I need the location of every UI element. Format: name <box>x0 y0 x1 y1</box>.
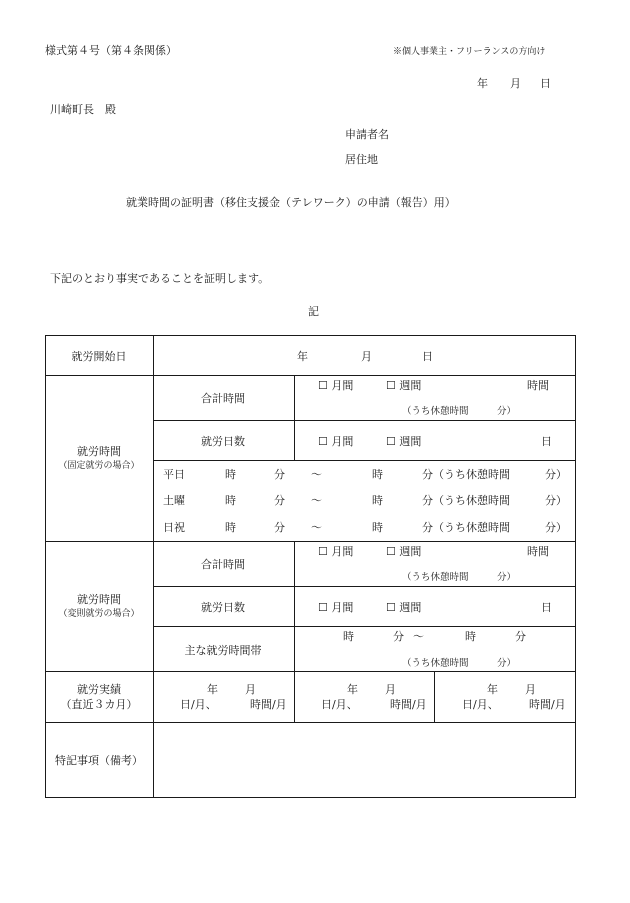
variable-hours-label: 就労時間 <box>77 593 121 606</box>
date-year-label: 年 <box>477 77 488 90</box>
variable-total-label: 合計時間 <box>201 558 245 571</box>
day-type: 土曜 <box>163 494 185 507</box>
variable-monthly-checkbox[interactable]: ☐ 月間 <box>318 545 354 558</box>
target-note: ※個人事業主・フリーランスの方向け <box>393 47 546 57</box>
fixed-weekly-checkbox[interactable]: ☐ 週間 <box>386 379 422 392</box>
fixed-days-weekly-checkbox[interactable]: ☐ 週間 <box>386 435 422 448</box>
date-month-label: 月 <box>510 77 521 90</box>
fixed-total-break: （うち休憩時間 分） <box>402 406 517 417</box>
variable-hours-sub: （変則就労の場合） <box>58 609 140 619</box>
remarks-label: 特記事項（備考） <box>55 754 143 767</box>
start-date-label: 就労開始日 <box>71 350 127 363</box>
variable-days-unit: 日 <box>541 601 552 614</box>
fixed-days-unit: 日 <box>541 435 552 448</box>
form-number: 様式第４号（第４条関係） <box>45 44 177 57</box>
variable-weekly-checkbox[interactable]: ☐ 週間 <box>386 545 422 558</box>
fixed-monthly-checkbox[interactable]: ☐ 月間 <box>318 379 354 392</box>
start-date-day: 日 <box>422 350 433 363</box>
fixed-hours-sub: （固定就労の場合） <box>58 461 140 471</box>
recipient: 川崎町長 殿 <box>50 103 116 116</box>
fixed-days-label: 就労日数 <box>201 435 245 448</box>
certificate-table: 就労開始日 年 月 日 就労時間 （固定就労の場合） 合計時間 ☐ 月間 ☐ 週間 時間 （うち休憩時間 分） 就労日数 ☐ 月間 ☐ 週間 日 平日 時 分 ～ 時 分 （うち休憩時間 分） 土曜 時 分 ～ 時 分 （うち休憩時間 分） 日祝 時 分 ～ 時 分 （うち休憩時間 分） 就労時間 （変則就労の場合） 合計時間 ☐ 月間 ☐ 週間 時間 （うち休憩時間 分） 就労日数 ☐ 月間 ☐ 週間 日 主な就労時間帯 時 分 ～ 時 分 （うち休憩時間 分） 就労実績 （直近３カ月） 年 月 日/月、 時間/月 年 月 日/月、 時間/月 年 月 日/月、 時間/月 特記事項（備考） <box>45 335 576 798</box>
document-title: 就業時間の証明書（移住支援金（テレワーク）の申請（報告）用） <box>126 196 456 209</box>
variable-total-hours-unit: 時間 <box>527 545 549 558</box>
fixed-total-label: 合計時間 <box>201 392 245 405</box>
applicant-name-label: 申請者名 <box>345 128 389 141</box>
start-date-month: 月 <box>361 350 372 363</box>
variable-days-weekly-checkbox[interactable]: ☐ 週間 <box>386 601 422 614</box>
variable-total-break: （うち休憩時間 分） <box>402 572 517 583</box>
variable-days-monthly-checkbox[interactable]: ☐ 月間 <box>318 601 354 614</box>
record-label: 就労実績 <box>77 683 121 696</box>
variable-days-label: 就労日数 <box>201 601 245 614</box>
start-date-year: 年 <box>297 350 308 363</box>
residence-label: 居住地 <box>345 153 378 166</box>
main-hours-break: （うち休憩時間 分） <box>402 658 517 669</box>
main-hours-label: 主な就労時間帯 <box>184 644 262 657</box>
fixed-days-monthly-checkbox[interactable]: ☐ 月間 <box>318 435 354 448</box>
certification-text: 下記のとおり事実であることを証明します。 <box>50 272 270 285</box>
day-type: 日祝 <box>163 521 185 534</box>
fixed-total-hours-unit: 時間 <box>527 379 549 392</box>
date-day-label: 日 <box>540 77 551 90</box>
record-sub-label: （直近３カ月） <box>60 698 138 711</box>
ki-label: 記 <box>308 305 319 318</box>
fixed-hours-label: 就労時間 <box>77 445 121 458</box>
day-type: 平日 <box>163 468 185 481</box>
